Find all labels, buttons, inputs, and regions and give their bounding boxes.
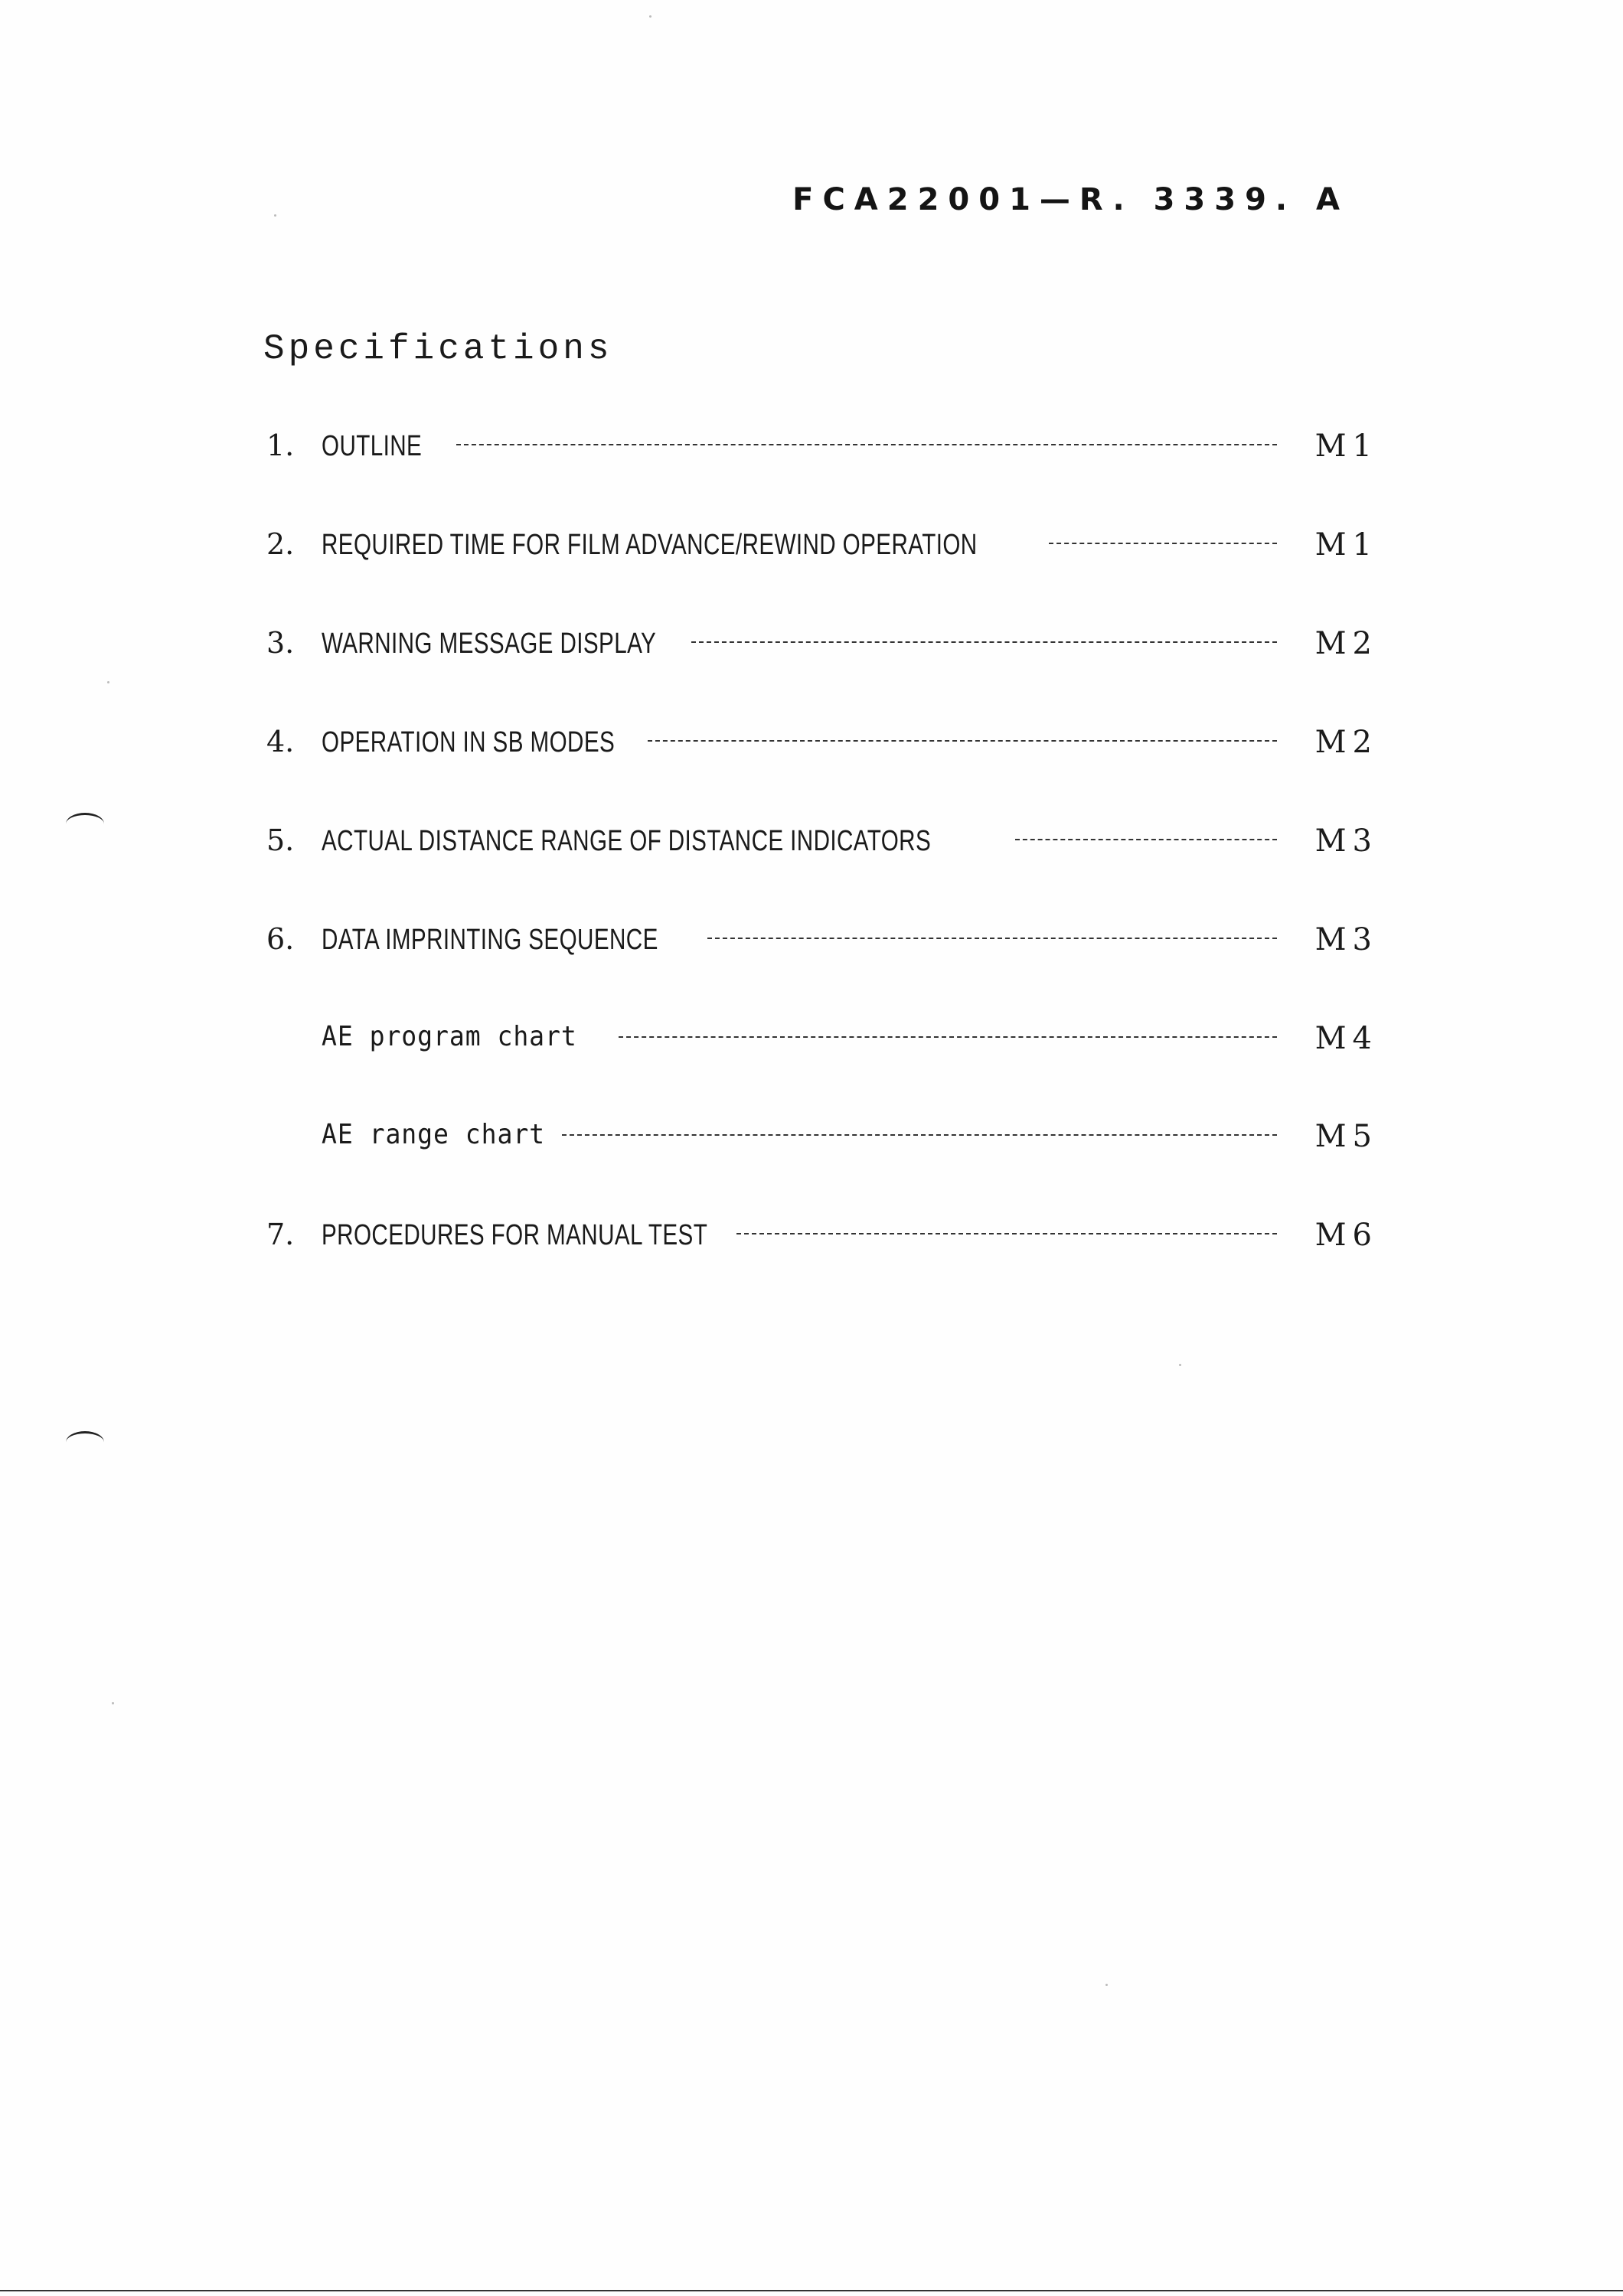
toc-entry-title: OPERATION IN SB MODES xyxy=(322,726,616,758)
toc-leader-dots xyxy=(648,740,1277,742)
toc-entry-page: M6 xyxy=(1314,1218,1378,1253)
toc-entry-page: M3 xyxy=(1314,823,1378,859)
toc-entry-4 xyxy=(266,725,1378,771)
toc-leader-dots xyxy=(707,938,1277,939)
toc-subentry-ae-program xyxy=(266,1021,1378,1067)
toc-entry-page: M2 xyxy=(1314,626,1378,661)
toc-entry-number: 7. xyxy=(266,1218,295,1251)
scan-speck xyxy=(274,214,276,217)
page-bottom-edge xyxy=(0,2290,1623,2291)
scan-speck xyxy=(1179,1364,1181,1366)
toc-entry-number: 4. xyxy=(266,725,295,758)
toc-entry-title: AE range chart xyxy=(322,1119,546,1150)
toc-entry-number: 2. xyxy=(266,527,295,561)
binder-hole-mark-upper xyxy=(66,813,104,835)
toc-entry-1 xyxy=(266,429,1378,475)
toc-entry-page: M5 xyxy=(1314,1119,1378,1154)
toc-leader-dots xyxy=(736,1233,1277,1234)
scan-speck xyxy=(1105,1984,1108,1986)
toc-entry-title: PROCEDURES FOR MANUAL TEST xyxy=(322,1219,708,1251)
toc-entry-5 xyxy=(266,823,1378,869)
scan-speck xyxy=(112,1702,114,1704)
toc-entry-title: ACTUAL DISTANCE RANGE OF DISTANCE INDICATORS xyxy=(322,825,932,857)
toc-leader-dots xyxy=(562,1134,1277,1136)
toc-entry-title: OUTLINE xyxy=(322,430,423,462)
toc-leader-dots xyxy=(619,1036,1277,1038)
toc-leader-dots xyxy=(1049,543,1277,544)
toc-entry-title: WARNING MESSAGE DISPLAY xyxy=(322,628,657,660)
toc-entry-page: M4 xyxy=(1314,1021,1378,1056)
toc-entry-2 xyxy=(266,527,1378,573)
toc-entry-title: DATA IMPRINTING SEQUENCE xyxy=(322,924,658,956)
toc-leader-dots xyxy=(456,444,1277,445)
toc-entry-7 xyxy=(266,1218,1378,1264)
toc-leader-dots xyxy=(691,641,1277,643)
toc-entry-page: M1 xyxy=(1314,429,1378,464)
toc-entry-page: M3 xyxy=(1314,922,1378,957)
toc-entry-page: M1 xyxy=(1314,527,1378,563)
toc-entry-6 xyxy=(266,922,1378,968)
toc-leader-dots xyxy=(1015,839,1277,840)
toc-entry-title: REQUIRED TIME FOR FILM ADVANCE/REWIND OPERATION xyxy=(322,529,978,561)
toc-entry-page: M2 xyxy=(1314,725,1378,760)
toc-subentry-ae-range xyxy=(266,1119,1378,1165)
page-heading: Specifications xyxy=(263,329,613,369)
toc-entry-number: 3. xyxy=(266,626,295,660)
toc-entry-title: AE program chart xyxy=(322,1021,577,1052)
toc-entry-number: 6. xyxy=(266,922,295,956)
scan-speck xyxy=(649,15,651,18)
toc-entry-number: 1. xyxy=(266,429,295,462)
scan-speck xyxy=(107,681,109,683)
toc-entry-number: 5. xyxy=(266,823,295,857)
document-code: FCA22001—R. 3339. A xyxy=(792,182,1349,217)
toc-entry-3 xyxy=(266,626,1378,672)
binder-hole-mark-lower xyxy=(66,1431,104,1453)
